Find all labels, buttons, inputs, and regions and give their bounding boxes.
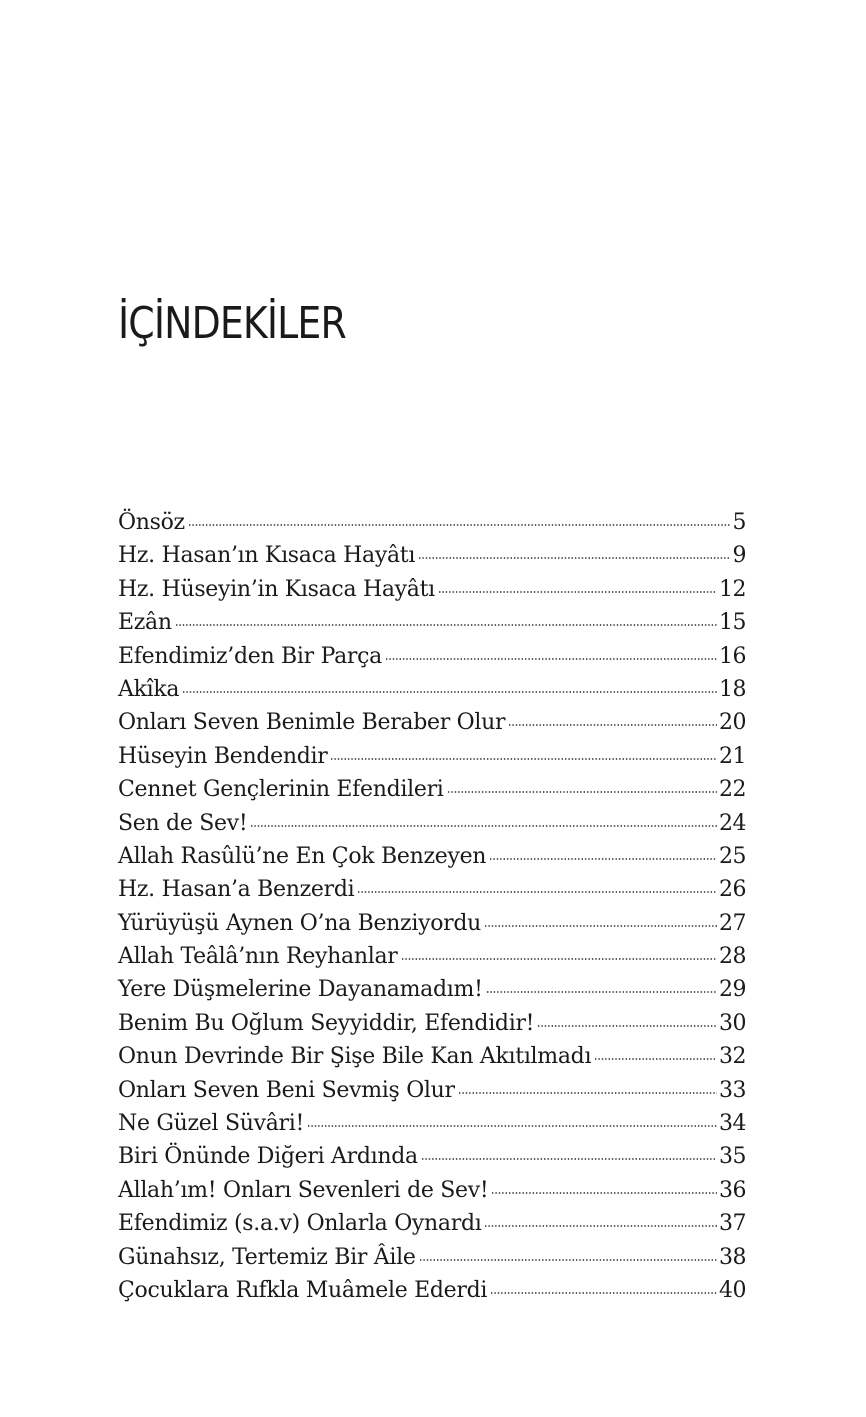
dot-leader [438,589,717,595]
toc-entry-title: Günahsız, Tertemiz Bir Âile [118,1244,416,1270]
toc-entry[interactable] [118,840,746,873]
toc-entry-title: Onun Devrinde Bir Şişe Bile Kan Akıtılmadı [118,1044,592,1070]
toc-entry-title: Efendimiz’den Bir Parça [118,643,382,669]
toc-entry-page: 16 [719,643,746,669]
toc-entry-page: 18 [719,676,746,702]
toc-entry[interactable] [118,1040,746,1073]
toc-entry-title: Hüseyin Bendendir [118,743,328,769]
toc-entry-page: 27 [719,910,746,936]
dot-leader [421,1156,717,1162]
toc-entry-page: 21 [719,743,746,769]
toc-entry-title: Sen de Sev! [118,810,248,836]
page-title: İÇİNDEKİLER [118,298,346,349]
dot-leader [458,1090,717,1096]
dot-leader [182,689,717,695]
toc-entry-title: Onları Seven Beni Sevmiş Olur [118,1077,455,1103]
dot-leader [385,656,717,662]
dot-leader [537,1023,717,1029]
dot-leader [484,923,717,929]
table-of-contents [118,506,746,1307]
dot-leader [594,1056,717,1062]
dot-leader [419,1257,717,1263]
toc-entry[interactable] [118,1207,746,1240]
dot-leader [486,989,717,995]
toc-entry[interactable] [118,1107,746,1140]
toc-entry-page: 32 [719,1044,746,1070]
toc-entry-page: 28 [719,944,746,970]
toc-entry-page: 30 [719,1010,746,1036]
toc-entry-page: 34 [719,1111,746,1137]
dot-leader [418,555,730,561]
toc-entry[interactable] [118,907,746,940]
toc-entry[interactable] [118,606,746,639]
dot-leader [188,522,731,528]
toc-entry-title: Hz. Hüseyin’in Kısaca Hayâtı [118,576,435,602]
dot-leader [508,722,717,728]
toc-entry-title: Biri Önünde Diğeri Ardında [118,1144,418,1170]
toc-entry[interactable] [118,1140,746,1173]
toc-entry-page: 33 [719,1077,746,1103]
toc-entry[interactable] [118,873,746,906]
dot-leader [250,823,717,829]
toc-entry[interactable] [118,807,746,840]
toc-entry-title: Akîka [118,676,180,702]
toc-entry[interactable] [118,539,746,572]
dot-leader [330,756,717,762]
dot-leader [489,856,717,862]
toc-entry-page: 29 [719,977,746,1003]
toc-entry[interactable] [118,1074,746,1107]
toc-entry[interactable] [118,1274,746,1307]
dot-leader [484,1223,717,1229]
toc-entry-page: 25 [719,843,746,869]
toc-entry-page: 24 [719,810,746,836]
toc-entry-page: 22 [719,777,746,803]
toc-entry-title: Onları Seven Benimle Beraber Olur [118,710,506,736]
toc-entry-title: Allah’ım! Onları Sevenleri de Sev! [118,1177,489,1203]
toc-entry-title: Allah Rasûlü’ne En Çok Benzeyen [118,843,487,869]
toc-entry-page: 5 [732,510,746,535]
toc-entry-title: Ezân [118,610,172,636]
dot-leader [401,956,718,962]
dot-leader [447,789,717,795]
toc-entry-title: Yere Düşmelerine Dayanamadım! [118,977,483,1003]
toc-entry[interactable] [118,940,746,973]
toc-entry-title: Hz. Hasan’ın Kısaca Hayâtı [118,543,416,569]
toc-entry-page: 37 [719,1211,746,1237]
toc-entry-page: 40 [719,1277,746,1303]
toc-entry[interactable] [118,506,746,539]
dot-leader [490,1290,717,1296]
toc-entry[interactable] [118,673,746,706]
toc-entry-title: Çocuklara Rıfkla Muâmele Ederdi [118,1277,488,1303]
dot-leader [175,622,717,628]
toc-entry-page: 15 [719,610,746,636]
dot-leader [357,889,717,895]
dot-leader [307,1123,717,1129]
toc-entry-title: Yürüyüşü Aynen O’na Benziyordu [118,910,482,936]
toc-entry-title: Efendimiz (s.a.v) Onlarla Oynardı [118,1211,482,1237]
toc-entry[interactable] [118,573,746,606]
toc-entry[interactable] [118,740,746,773]
toc-entry-page: 35 [719,1144,746,1170]
toc-entry[interactable] [118,973,746,1006]
toc-entry-title: Hz. Hasan’a Benzerdi [118,877,355,903]
toc-entry[interactable] [118,1241,746,1274]
toc-entry-title: Cennet Gençlerinin Efendileri [118,777,444,803]
toc-entry-page: 20 [719,710,746,736]
toc-entry-title: Önsöz [118,510,185,535]
toc-entry[interactable] [118,1007,746,1040]
toc-entry[interactable] [118,640,746,673]
toc-entry-title: Benim Bu Oğlum Seyyiddir, Efendidir! [118,1010,535,1036]
toc-entry-page: 38 [719,1244,746,1270]
toc-entry[interactable] [118,706,746,739]
toc-entry-page: 12 [719,576,746,602]
toc-entry-title: Ne Güzel Süvâri! [118,1111,305,1137]
toc-entry-page: 9 [732,543,746,569]
toc-entry[interactable] [118,773,746,806]
toc-entry[interactable] [118,1174,746,1207]
toc-entry-page: 36 [719,1177,746,1203]
toc-entry-page: 26 [719,877,746,903]
dot-leader [491,1190,717,1196]
toc-entry-title: Allah Teâlâ’nın Reyhanlar [118,944,398,970]
